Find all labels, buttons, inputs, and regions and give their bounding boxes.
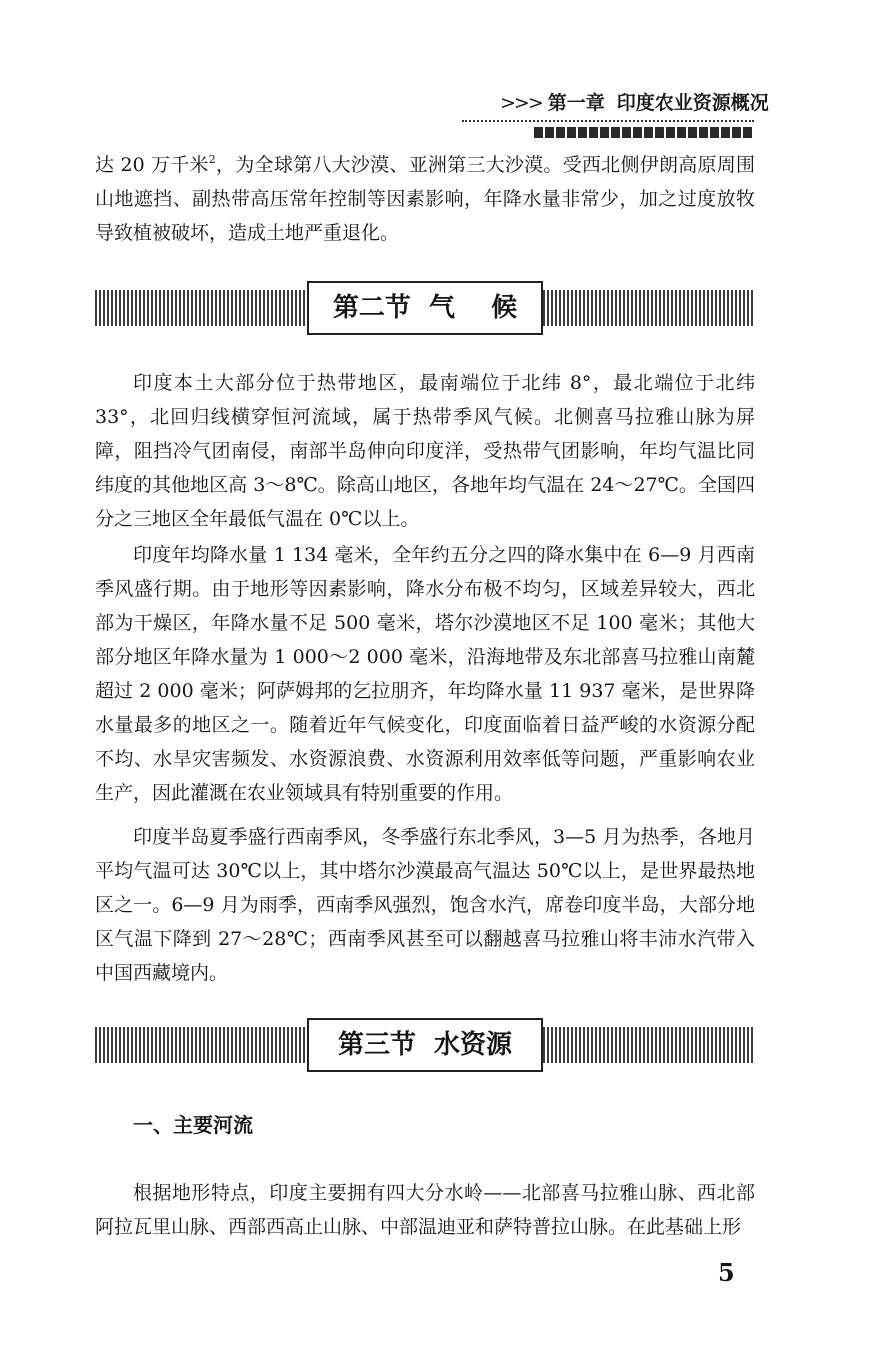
paragraph-watersheds: 根据地形特点，印度主要拥有四大分水岭——北部喜马拉雅山脉、西北部阿拉瓦里山脉、西部西高止山脉、中部温迪亚和萨特普拉山脉。在此基础上形 — [95, 1182, 755, 1238]
subheading-rivers: 一、主要河流 — [133, 1113, 253, 1137]
heading-hatch-left — [95, 290, 307, 326]
header-dotted-rule — [462, 120, 754, 122]
paragraph-climate-overview: 印度本土大部分位于热带地区，最南端位于北纬 8°，最北端位于北纬 33°，北回归线横穿恒河流域，属于热带季风气候。北侧喜马拉雅山脉为屏障，阻挡冷气团南侵，南部半岛伸向印度洋，受热带气团影响，年均气温比同纬度的其他地区高 3～8℃。除高山地区，各地年均气温在 24～27℃。全国四分之三地区全年最低气温在 0℃以上。 — [95, 372, 755, 530]
page-number: 5 — [718, 1258, 735, 1287]
paragraph-monsoon: 印度半岛夏季盛行西南季风，冬季盛行东北季风，3—5 月为热季，各地月平均气温可达 30℃以上，其中塔尔沙漠最高气温达 50℃以上，是世界最热地区之一。6—9 月为雨季，西南季风强烈，饱含水汽，席卷印度半岛，大部分地区气温下降到 27～28℃；西南季风甚至可以翻越喜马拉雅山将丰沛水汽带入中国西藏境内。 — [95, 826, 755, 984]
section-title: 第二节 气 候 — [307, 281, 543, 335]
superscript: 2 — [208, 153, 216, 166]
paragraph-text: 达 20 万千米 — [95, 154, 209, 176]
section-heading-climate — [95, 281, 755, 335]
section-heading-water — [95, 1018, 755, 1072]
chapter-title: 印度农业资源概况 — [616, 92, 769, 114]
paragraph-desert — [95, 148, 755, 250]
chevron-icon: >>> — [500, 92, 542, 114]
paragraph-precipitation: 印度年均降水量 1 134 毫米，全年约五分之四的降水集中在 6—9 月西南季风盛行期。由于地形等因素影响，降水分布极不均匀，区域差异较大，西北部为干燥区，年降水量不足 500 毫米，塔尔沙漠地区不足 100 毫米；其他大部分地区年降水量为 1 000～2 000 毫米，沿海地带及东北部喜马拉雅山南麓超过 2 000 毫米；阿萨姆邦的乞拉朋齐，年均降水量 11 937 毫米，是世界降水量最多的地区之一。随着近年气候变化，印度面临着日益严峻的水资源分配不均、水旱灾害频发、水资源浪费、水资源利用效率低等问题，严重影响农业生产，因此灌溉在农业领域具有特别重要的作用。 — [95, 544, 755, 804]
heading-hatch-right — [543, 1027, 755, 1063]
heading-hatch-right — [543, 290, 755, 326]
header-block-rule — [534, 127, 754, 138]
heading-hatch-left — [95, 1027, 307, 1063]
section-title: 第三节 水资源 — [307, 1018, 543, 1072]
paragraph-text: ，为全球第八大沙漠、亚洲第三大沙漠。受西北侧伊朗高原周围山地遮挡、副热带高压常年控制等因素影响，年降水量非常少，加之过度放牧导致植被破坏，造成土地严重退化。 — [95, 154, 755, 244]
running-head — [500, 88, 769, 118]
chapter-number: 第一章 — [547, 92, 605, 114]
